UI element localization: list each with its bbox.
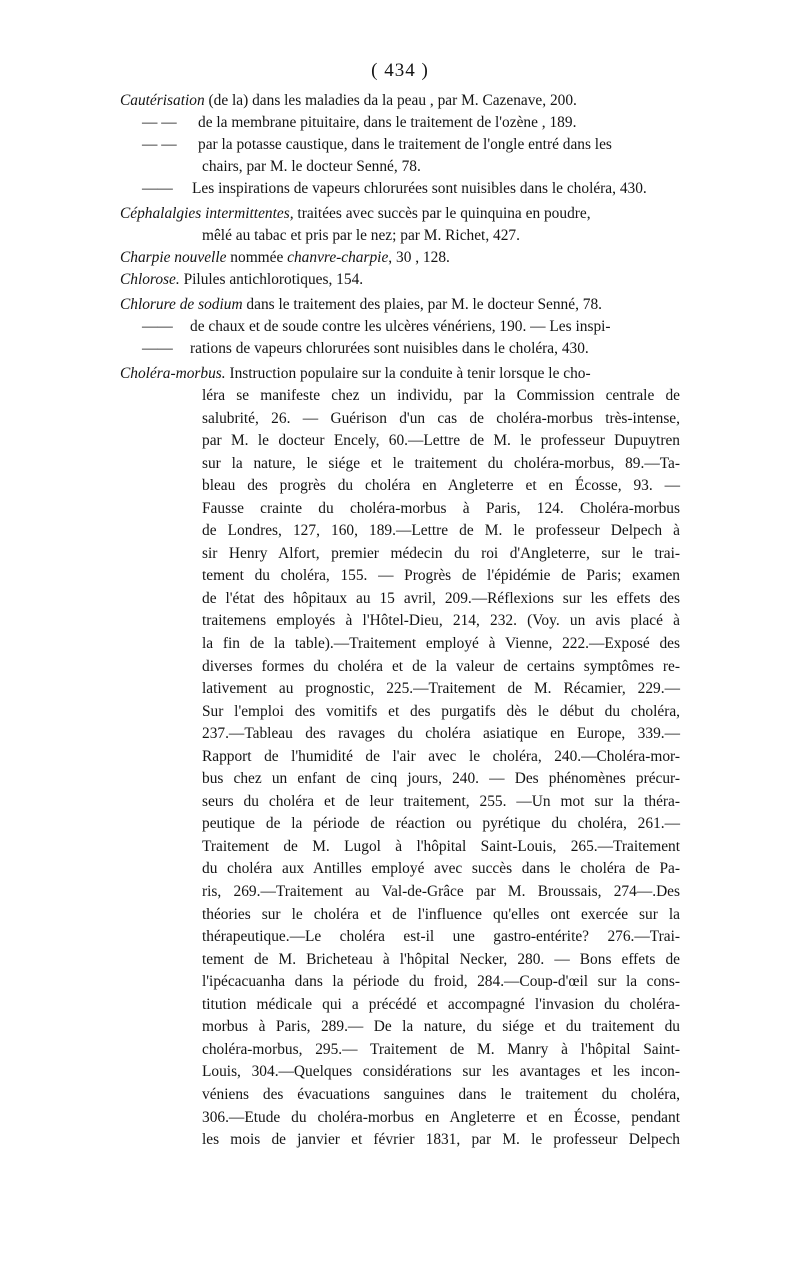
entry-body-line: traitemens employés à l'Hôtel-Dieu, 214, 232. (Voy. un avis placé à — [202, 612, 680, 630]
entry-body-line: 237.—Tableau des ravages du choléra asiatique en Europe, 339.— — [202, 725, 680, 743]
page-number: ( 434 ) — [371, 60, 429, 81]
entry-continuation: mêlé au tabac et pris par le nez; par M. Richet, 427. — [202, 227, 520, 244]
entry-head: Charpie nouvelle — [120, 249, 227, 266]
entry-text: Instruction populaire sur la conduite à tenir lorsque le cho- — [229, 365, 591, 382]
entry-text: (de la) dans les maladies da la peau , par M. Cazenave, 200. — [208, 92, 577, 109]
entry-body-line: bus chez un enfant de cinq jours, 240. — Des phénomènes précur- — [202, 770, 680, 788]
entry-body-line: théories sur le choléra et de l'influence qu'elles ont exercée sur la — [202, 905, 680, 923]
entry-text: rations de vapeurs chlorurées sont nuisibles dans le choléra, 430. — [190, 340, 589, 357]
entry-text: de la membrane pituitaire, dans le traitement de l'ozène , 189. — [198, 114, 577, 131]
entry-body-line: bleau des progrès du choléra en Angleterre et en Écosse, 93. — — [202, 477, 680, 495]
entry-body-line: diverses formes du choléra et de la valeur de certains symptômes re- — [202, 657, 680, 675]
entry-head: Chlorure de sodium — [120, 296, 243, 313]
entry-chlorose — [120, 269, 680, 291]
entry-text: nommée — [230, 249, 284, 266]
entry-body-line: les mois de janvier et février 1831, par M. le professeur Delpech — [202, 1131, 680, 1149]
entry-body-line: Traitement de M. Lugol à l'hôpital Saint-Louis, 265.—Traitement — [202, 837, 680, 855]
entry-text: Les inspirations de vapeurs chlorurées sont nuisibles dans le choléra, 430. — [192, 180, 647, 197]
entry-head: Chlorose. — [120, 271, 180, 288]
ditto-dash: —— — [142, 340, 173, 357]
index-entries — [120, 90, 680, 1152]
entry-text: Pilules antichlorotiques, 154. — [183, 271, 364, 288]
entry-subline — [120, 178, 680, 200]
entry-body-line: de l'état des hôpitaux au 15 avril, 209.—Réflexions sur les effets des — [202, 589, 680, 607]
entry-body — [120, 385, 680, 1152]
entry-subline — [120, 338, 680, 360]
entry-chlorure — [120, 294, 680, 316]
entry-subline — [120, 316, 680, 338]
entry-body-line: sir Henry Alfort, premier médecin du roi d'Angleterre, sur le trai- — [202, 544, 680, 562]
entry-body-line: véniens des évacuations sanguines dans le traitement du choléra, — [202, 1085, 680, 1103]
entry-body-line: par M. le docteur Encely, 60.—Lettre de M. le professeur Dupuytren — [202, 432, 680, 450]
entry-body-line: léra se manifeste chez un individu, par la Commission centrale de — [202, 387, 680, 404]
entry-body-line: peutique de la période de réaction ou pyrétique du choléra, 261.— — [202, 815, 680, 833]
entry-body-line: tement du choléra, 155. — Progrès de l'épidémie de Paris; examen — [202, 567, 680, 585]
entry-cholera-morbus — [120, 363, 680, 385]
entry-body-line: seurs du choléra et de leur traitement, 255. —Un mot sur la théra- — [202, 792, 680, 810]
entry-body-line: salubrité, 26. — Guérison d'un cas de choléra-morbus très-intense, — [202, 409, 680, 427]
entry-charpie — [120, 247, 680, 269]
entry-body-line: 306.—Etude du choléra-morbus en Angleterre et en Écosse, pendant — [202, 1108, 680, 1126]
entry-head: Choléra-morbus. — [120, 365, 226, 382]
entry-head: Cautérisation — [120, 92, 205, 109]
entry-body-line: sur la nature, le siége et le traitement du choléra-morbus, 89.—Ta- — [202, 454, 680, 472]
entry-head-term: chanvre-charpie — [287, 249, 389, 266]
entry-text: de chaux et de soude contre les ulcères vénériens, 190. — Les inspi- — [190, 318, 611, 335]
entry-body-line: morbus à Paris, 289.— De la nature, du siége et du traitement du — [202, 1018, 680, 1036]
ditto-dash: — — — [142, 114, 177, 131]
entry-subline — [120, 134, 680, 156]
ditto-dash: —— — [142, 318, 173, 335]
entry-body-line: ris, 269.—Traitement au Val-de-Grâce par M. Broussais, 274—.Des — [202, 883, 680, 901]
entry-body-line: titution médicale qui a précédé et accompagné l'invasion du choléra- — [202, 995, 680, 1013]
entry-body-line: choléra-morbus, 295.— Traitement de M. Manry à l'hôpital Saint- — [202, 1040, 680, 1058]
entry-text: dans le traitement des plaies, par M. le docteur Senné, 78. — [246, 296, 603, 313]
entry-body-line: thérapeutique.—Le choléra est-il une gastro-entérite? 276.—Trai- — [202, 928, 680, 946]
ditto-dash: — — — [142, 136, 177, 153]
entry-body-line: Louis, 304.—Quelques considérations sur les avantages et les incon- — [202, 1063, 680, 1081]
entry-subline — [120, 112, 680, 134]
entry-body-line: lativement au prognostic, 225.—Traitement de M. Récamier, 229.— — [202, 680, 680, 698]
entry-head: Céphalalgies intermittentes, — [120, 205, 294, 222]
entry-body-line: Fausse crainte du choléra-morbus à Paris, 124. Choléra-morbus — [202, 499, 680, 517]
entry-text: par la potasse caustique, dans le traitement de l'ongle entré dans les — [198, 136, 612, 153]
entry-text: , 30 , 128. — [388, 249, 450, 266]
entry-body-line: la fin de la table).—Traitement employé à Vienne, 222.—Exposé des — [202, 635, 680, 653]
entry-body-line: du choléra aux Antilles employé avec succès dans le choléra de Pa- — [202, 860, 680, 878]
entry-text: traitées avec succès par le quinquina en poudre, — [297, 205, 591, 222]
entry-body-line: de Londres, 127, 160, 189.—Lettre de M. le professeur Delpech à — [202, 522, 680, 540]
ditto-dash: —— — [142, 180, 173, 197]
entry-body-line: l'ipécacuanha dans la période du froid, 284.—Coup-d'œil sur la cons- — [202, 973, 680, 991]
entry-cephalalgies — [120, 203, 680, 225]
entry-body-line: Rapport de l'humidité de l'air avec le choléra, 240.—Choléra-mor- — [202, 747, 680, 765]
entry-body-line: tement de M. Bricheteau à l'hôpital Necker, 280. — Bons effets de — [202, 950, 680, 968]
entry-continuation: chairs, par M. le docteur Senné, 78. — [202, 158, 421, 175]
entry-cauterisation — [120, 90, 680, 112]
entry-body-line: Sur l'emploi des vomitifs et des purgatifs dès le début du choléra, — [202, 702, 680, 720]
